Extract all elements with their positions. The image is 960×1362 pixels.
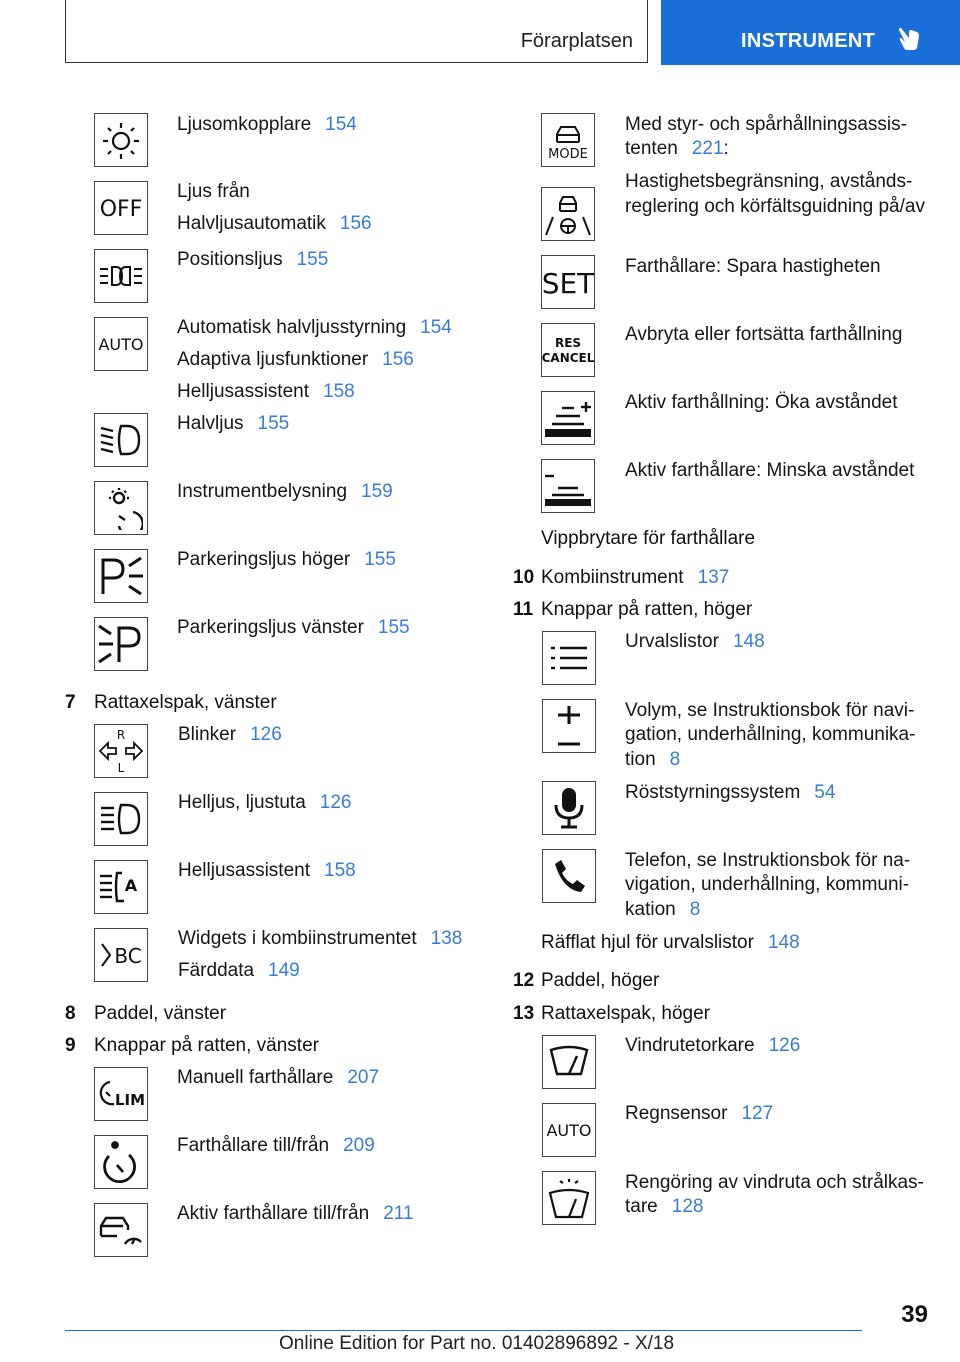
svg-text:L: L: [117, 761, 125, 775]
right11-entry-4b: vigation, underhållning, kommuni-: [625, 874, 910, 895]
left-entry-4b: Adaptiva ljusfunktioner 156: [177, 349, 414, 370]
bc-icon: [94, 928, 148, 982]
right13-entry-3a: Rengöring av vindruta och strålkas-: [625, 1172, 924, 1193]
left7-entry-3: Helljusassistent 158: [178, 860, 356, 881]
page-ref-link[interactable]: 128: [671, 1196, 704, 1217]
parking-light-right-icon: [94, 549, 148, 603]
phone-icon: [542, 849, 596, 903]
left9-entry-3: Aktiv farthållare till/från 211: [177, 1203, 414, 1224]
page-ref-link[interactable]: 211: [383, 1203, 414, 1224]
right-entry-4: Avbryta eller fortsätta farthållning: [625, 324, 903, 345]
set-icon: [541, 255, 595, 309]
page-ref-link[interactable]: 149: [268, 960, 300, 981]
item-number-12: 12: [513, 970, 535, 991]
right13-entry-3b: tare 128: [625, 1196, 704, 1217]
distance-plus-icon: [541, 391, 595, 445]
svg-text:AUTO: AUTO: [546, 1121, 592, 1140]
left-entry-1: Ljusomkopplare 154: [177, 114, 357, 135]
left9-entry-2: Farthållare till/från 209: [177, 1135, 375, 1156]
right-entry-5: Aktiv farthållning: Öka avståndet: [625, 392, 898, 413]
page-ref-link[interactable]: 156: [382, 349, 414, 370]
right11-entry-2a: Volym, se Instruktionsbok för navi-: [625, 700, 915, 721]
item-label-13: Rattaxelspak, höger: [541, 1003, 710, 1024]
page-ref-link[interactable]: 148: [767, 932, 800, 953]
page-ref-link[interactable]: 148: [732, 631, 765, 652]
left-entry-2a: Ljus från: [177, 181, 250, 202]
right-entry-6: Aktiv farthållare: Minska avståndet: [625, 460, 915, 481]
item-number-9: 9: [65, 1035, 76, 1056]
left-entry-2b: Halvljusautomatik 156: [177, 213, 372, 234]
right-entry-2a: Hastighetsbegränsning, avstånds-: [625, 171, 913, 192]
turn-signal-icon: [94, 724, 148, 778]
page-ref-link[interactable]: 207: [347, 1067, 380, 1088]
svg-text:RES: RES: [554, 336, 582, 350]
high-beam-assist-icon: [94, 860, 148, 914]
page-ref-link[interactable]: 8: [669, 749, 681, 770]
left7-entry-4b: Färddata 149: [178, 960, 300, 981]
light-switch-icon: [94, 113, 148, 167]
header-section-title: Förarplatsen: [520, 30, 633, 52]
svg-text:AUTO: AUTO: [98, 335, 144, 354]
left7-entry-1: Blinker 126: [178, 724, 282, 745]
page-ref-link[interactable]: 126: [250, 724, 282, 745]
page-ref-link[interactable]: 154: [420, 317, 452, 338]
item-number-8: 8: [65, 1003, 76, 1024]
pointing-hand-icon: [897, 26, 921, 52]
right11-entry-1: Urvalslistor 148: [625, 631, 765, 652]
page-ref-link[interactable]: 209: [343, 1135, 375, 1156]
page-ref-link[interactable]: 8: [689, 899, 701, 920]
item-number-11: 11: [513, 599, 534, 620]
header-section-box: [65, 0, 648, 63]
volume-icon: [542, 699, 596, 753]
page-ref-link[interactable]: 155: [364, 549, 396, 570]
svg-text:A: A: [124, 876, 138, 895]
right11-entry-4c: kation 8: [625, 899, 701, 920]
res-cancel-icon: [541, 323, 595, 377]
svg-text:R: R: [116, 728, 126, 742]
right-entry-3: Farthållare: Spara hastigheten: [625, 256, 881, 277]
right13-entry-2: Regnsensor 127: [625, 1103, 774, 1124]
left-entry-6: Instrumentbelysning 159: [177, 481, 393, 502]
off-icon: [94, 181, 148, 235]
list-icon: [542, 631, 596, 685]
page-ref-link[interactable]: 155: [377, 617, 410, 638]
item-label-7: Rattaxelspak, vänster: [94, 692, 277, 713]
svg-text:SET: SET: [542, 267, 594, 300]
lane-assist-icon: [541, 187, 595, 241]
right13-entry-1: Vindrutetorkare 126: [625, 1035, 801, 1056]
page-number: 39: [901, 1301, 928, 1328]
cruise-control-icon: [94, 1135, 148, 1189]
right-entry-1a: Med styr- och spårhållningsassis-: [625, 114, 907, 135]
footer-text: Online Edition for Part no. 01402896892 - X/18: [279, 1333, 675, 1354]
page-ref-link[interactable]: 126: [319, 792, 352, 813]
speed-limiter-icon: [94, 1067, 148, 1121]
page-ref-link[interactable]: 158: [323, 381, 355, 402]
left-entry-3: Positionsljus 155: [177, 249, 329, 270]
page-ref-link[interactable]: 221: [691, 138, 724, 159]
footer-divider: [65, 1330, 862, 1331]
left-entry-7: Parkeringsljus höger 155: [177, 549, 396, 570]
svg-text:OFF: OFF: [99, 197, 143, 222]
svg-text:MODE: MODE: [548, 147, 588, 162]
right11-entry-3: Röststyrningssystem 54: [625, 782, 836, 803]
parking-light-left-icon: [94, 617, 148, 671]
right-entry-2b: reglering och körfältsguidning på/av: [625, 196, 925, 217]
page-ref-link[interactable]: 126: [768, 1035, 801, 1056]
page-ref-link[interactable]: 155: [296, 249, 329, 270]
page-ref-link[interactable]: 54: [814, 782, 836, 803]
rain-sensor-icon: [542, 1103, 596, 1157]
item-number-10: 10: [513, 567, 535, 588]
svg-text:CANCEL: CANCEL: [542, 351, 594, 365]
svg-text:LIM: LIM: [114, 1091, 146, 1109]
page-ref-link[interactable]: 155: [257, 413, 290, 434]
right11-entry-2c: tion 8: [625, 749, 681, 770]
left7-entry-4a: Widgets i kombiinstrumentet 138: [178, 928, 463, 949]
page-ref-link[interactable]: 127: [741, 1103, 774, 1124]
page-ref-link[interactable]: 159: [361, 481, 393, 502]
item-label-8: Paddel, vänster: [94, 1003, 227, 1024]
wheel-label: Räfflat hjul för urvalslistor 148: [541, 932, 800, 953]
position-light-icon: [94, 249, 148, 303]
low-beam-icon: [94, 413, 148, 467]
mode-icon: [541, 113, 595, 167]
right11-entry-4a: Telefon, se Instruktionsbok för na-: [625, 850, 911, 871]
left-entry-4c: Helljusassistent 158: [177, 381, 355, 402]
distance-minus-icon: [541, 459, 595, 513]
header-tab-label: INSTRUMENT: [741, 30, 876, 52]
right11-entry-2b: gation, underhållning, kommunika-: [625, 724, 916, 745]
item-label-10: Kombiinstrument 137: [541, 567, 730, 588]
left9-entry-1: Manuell farthållare 207: [177, 1067, 380, 1088]
high-beam-icon: [94, 792, 148, 846]
washer-icon: [542, 1171, 596, 1225]
svg-text:BC: BC: [114, 944, 142, 968]
rocker-label: Vippbrytare för farthållare: [541, 528, 756, 549]
item-label-12: Paddel, höger: [541, 970, 660, 991]
page-ref-link[interactable]: 158: [324, 860, 356, 881]
item-label-9: Knappar på ratten, vänster: [94, 1035, 319, 1056]
microphone-icon: [542, 781, 596, 835]
left-entry-8: Parkeringsljus vänster 155: [177, 617, 410, 638]
item-number-13: 13: [513, 1003, 535, 1024]
header-tab[interactable]: [661, 0, 960, 65]
item-label-11: Knappar på ratten, höger: [541, 599, 753, 620]
page-ref-link[interactable]: 137: [697, 567, 730, 588]
item-number-7: 7: [65, 692, 76, 713]
wiper-icon: [542, 1035, 596, 1089]
page-ref-link[interactable]: 156: [339, 213, 372, 234]
page-ref-link[interactable]: 154: [325, 114, 357, 135]
left-entry-4a: Automatisk halvljusstyrning 154: [177, 317, 452, 338]
page-ref-link[interactable]: 138: [430, 928, 463, 949]
instrument-lighting-icon: [94, 481, 148, 535]
right-entry-1b: tenten 221:: [625, 138, 729, 159]
auto-icon: [94, 317, 148, 371]
left-entry-5: Halvljus 155: [177, 413, 290, 434]
active-cruise-icon: [94, 1203, 148, 1257]
left7-entry-2: Helljus, ljustuta 126: [178, 792, 352, 813]
